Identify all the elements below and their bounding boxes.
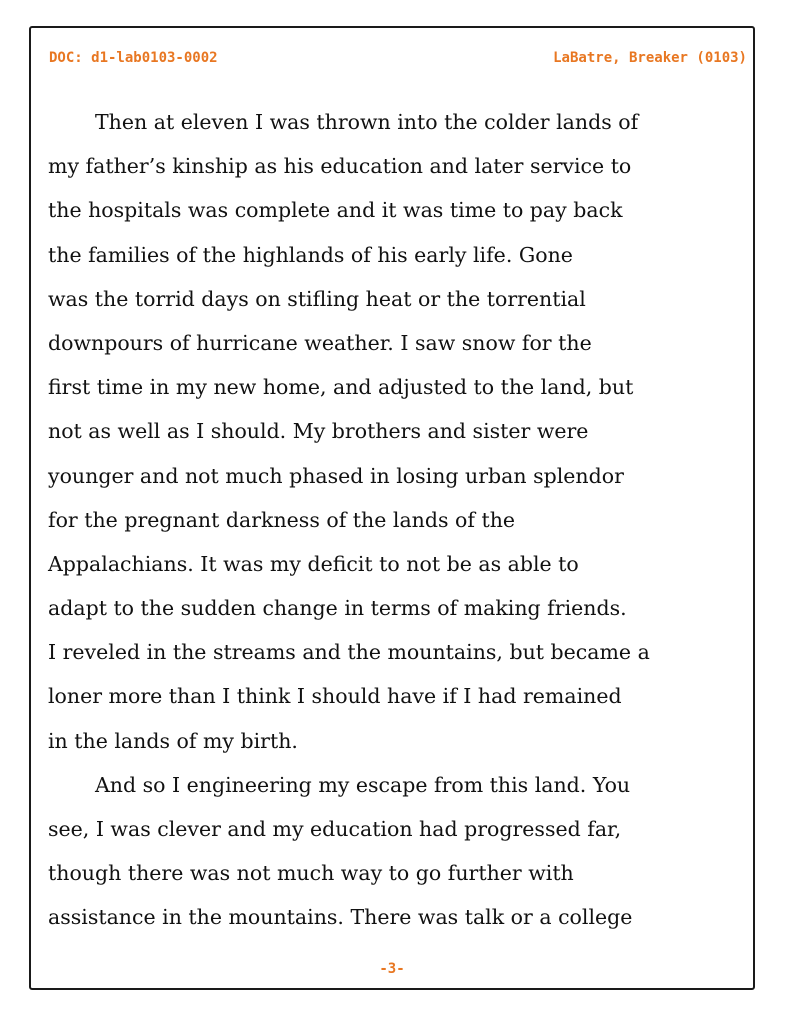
document-page xyxy=(29,26,755,990)
paragraph-1-line: younger and not much phased in losing urban splendor xyxy=(48,463,624,488)
paragraph-1-line: the hospitals was complete and it was time to pay back xyxy=(48,198,623,223)
document-id: DOC: d1-lab0103-0002 xyxy=(49,50,218,66)
paragraph-1-line: Appalachians. It was my deficit to not be as able to xyxy=(48,551,579,576)
paragraph-1-line: adapt to the sudden change in terms of making friends. xyxy=(48,596,627,621)
paragraph-1-line: in the lands of my birth. xyxy=(48,728,298,753)
document-body xyxy=(48,100,748,940)
paragraph-1-line: Then at eleven I was thrown into the colder lands of xyxy=(95,110,639,134)
paragraph-2-line: though there was not much way to go further with xyxy=(48,861,574,886)
paragraph-1-line: not as well as I should. My brothers and sister were xyxy=(48,419,589,444)
paragraph-2-line: And so I engineering my escape from this land. You xyxy=(95,772,631,797)
paragraph-2-line: see, I was clever and my education had progressed far, xyxy=(48,817,622,841)
paragraph-1-line: first time in my new home, and adjusted to the land, but xyxy=(48,375,634,400)
paragraph-1-line: for the pregnant darkness of the lands of the xyxy=(48,507,516,532)
page-number: -3- xyxy=(379,961,405,977)
paragraph-1-line: my father’s kinship as his education and later service to xyxy=(48,154,632,179)
paragraph-1-line: I reveled in the streams and the mountains, but became a xyxy=(48,640,650,665)
paragraph-1-line: the families of the highlands of his early life. Gone xyxy=(48,242,573,267)
document-header xyxy=(49,48,747,68)
paragraph-1-line: was the torrid days on stifling heat or the torrential xyxy=(48,286,586,311)
author-label: LaBatre, Breaker (0103) xyxy=(553,50,747,66)
paragraph-2-line: assistance in the mountains. There was talk or a college xyxy=(48,905,633,930)
paragraph-1-line: downpours of hurricane weather. I saw snow for the xyxy=(48,330,592,355)
paragraph-1-line: loner more than I think I should have if I had remained xyxy=(48,684,622,709)
